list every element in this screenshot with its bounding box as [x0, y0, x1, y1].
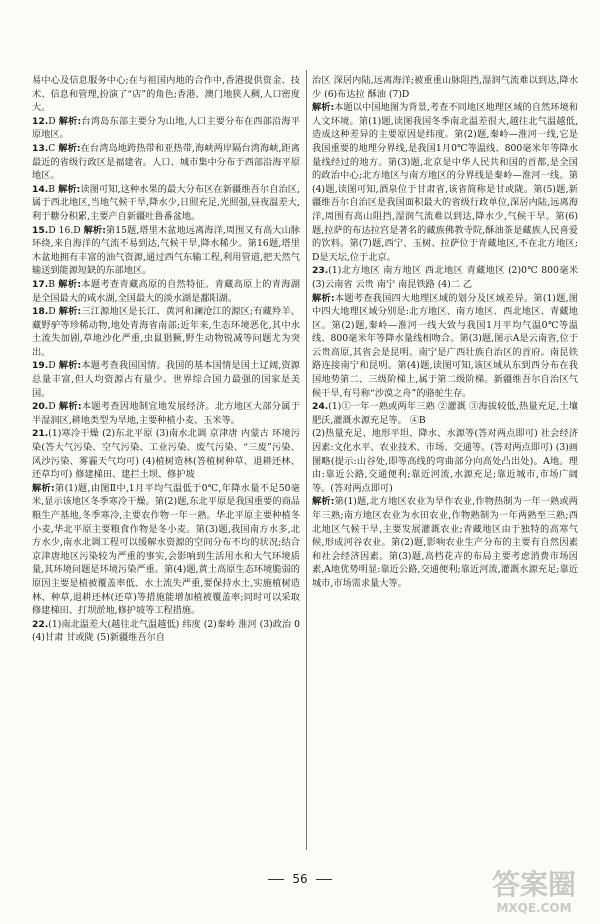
question-number: 18. [32, 306, 49, 318]
answer-text: 治区 深居内陆,远离海洋;被重重山脉阻挡,湿润气流难以到达,降水少 (6)布达拉 酥油 (7)D [312, 75, 578, 100]
answer-block [32, 359, 300, 400]
answer-block [32, 400, 300, 427]
watermark-logo [478, 858, 590, 918]
answer-block [312, 292, 578, 401]
answer-block [32, 142, 300, 183]
answer-text: 解析:第(1)题,北方地区农业为旱作农业,作物热制为一年一熟或两年三熟;南方地区农业为水田农业,作物熟制为一年两熟至三熟;西北地区气候干旱,主要发展灌溉农业;青藏地区由于独特的高寒气候,形成河谷农业。第(2)题,影响农业生产分布的主要有自然因素和社会经济因素。第(3)题,高档花卉的布局主要考虑消费市场因素,A地优势明显:靠近公路,交通便利;靠近河流,灌溉水源充足;靠近城市,市场需求量大等。 [312, 496, 578, 589]
page-number-dash-right [316, 879, 332, 880]
question-number: 24. [312, 401, 329, 413]
answer-block [32, 183, 300, 224]
question-number: 15. [32, 224, 49, 236]
watermark-main-text: 答案圈 [491, 868, 577, 901]
answer-text: D 解析:本题考查因地制宜地发展经济。北方地区大部分属于半湿润区,耕地类型为旱地,主要种植小麦、玉米等。 [32, 401, 300, 426]
answer-block [312, 264, 578, 291]
right-column [312, 74, 578, 591]
answer-block [312, 495, 578, 590]
answer-text: D 解析:三江源地区是长江、黄河和澜沧江的源区;有藏羚羊、藏野驴等珍稀动物,地处青海省南部;近年来,生态环境恶化,其中水土流失加剧,草地沙化严重,虫鼠猖獗,野生动物锐减等问题尤为突出。 [32, 306, 300, 358]
answer-text: 易中心及信息服务中心;在与祖国内地的合作中,香港提供资金、技术、信息和管理,扮演了“店”的角色;香港、澳门地狭人稠,人口密度大。 [32, 75, 300, 114]
answer-text: (1)寒冷干燥 (2)东北平原 (3)南水北调 京津唐 内蒙古 环境污染(答大气污染、空气污染、工业污染、废气污染、“三废”污染、风沙污染、雾霾天气均可) (4)植树造林(答植树种草、退耕还林、还草均可) 修建梯田、建拦土坝、修护坡 [32, 428, 300, 481]
answer-text: (1)①一年一熟或两年三熟 ②灌溉 ③海拔较低,热量充足,土壤肥沃,灌溉水源充足等。 ④B [312, 401, 578, 426]
answer-block [32, 305, 300, 359]
answer-text: 解析:本题以中国地图为背景,考查不同地区地理区域的自然环境和人文环境。第(1)题,读图我国冬季南北温差很大,越往北气温越低,造成这种差异的主要原因是纬度。第(2)题,秦岭—淮河一线,它是我国重要的地理分界线,是我国1月0℃等温线、800毫米年等降水量线经过的地方。第(3)题,北京是中华人民共和国的首都,是全国的政治中心;北方地区与南方地区的分界线是秦岭—淮河一线。第(4)题,读图可知,酒泉位于甘肃省,该省简称是甘或陇。第(5)题,新疆维吾尔自治区是我国面积最大的省级行政单位,深居内陆,远离海洋,周围有高山阻挡,湿润气流难以到达,降水少,气候干旱。第(6)题,拉萨的布达拉宫是著名的藏族佛教寺院,酥油茶是藏族人民喜爱的饮料。第(7)题,西宁、玉树、拉萨位于青藏地区,不在北方地区;D是天坛,位于北京。 [312, 102, 578, 263]
answer-block [312, 400, 578, 427]
left-column [32, 74, 300, 645]
answer-block [32, 74, 300, 115]
column-divider [306, 70, 307, 850]
answer-text: (2)热量充足、地形平坦、降水、水源等(答对两点即可) 社会经济因素:文化水平、农业技术、市场、交通等。(答对两点即可) (3)画图略(提示:山谷处,即等高线的弯曲部分向高处凸出处)。A地。理由:靠近公路,交通便利;靠近河流,水源充足;靠近城市,市场广阔等。(答对两点即可) [312, 428, 578, 494]
answer-block [32, 224, 300, 278]
answer-text: C 解析:在台湾岛地跨热带和亚热带,海峡两岸隔台湾海峡,距离最近的省级行政区是福建省。人口、城市集中分布于西部沿海平原地区。 [32, 142, 300, 182]
watermark-sub-text: MXQE.COM [496, 901, 572, 915]
answer-block [32, 115, 300, 142]
question-number: 13. [32, 142, 49, 154]
answer-block [312, 427, 578, 495]
question-number: 21. [32, 428, 49, 440]
answer-text: (1)北方地区 南方地区 西北地区 青藏地区 (2)0℃ 800毫米 (3)云南省 云贵 南宁 南昆铁路 (4)二 乙 [312, 265, 578, 290]
answer-block [32, 427, 300, 481]
answer-text: B 解析:读图可知,这种水果的最大分布区在新疆维吾尔自治区,属于西北地区,当地气候干旱,降水少,日照充足,光照强,昼夜温差大,利于糖分积累,主要产自新疆吐鲁番盆地。 [32, 183, 300, 222]
answer-text: (1)南北温差大(越往北气温越低) 纬度 (2)秦岭 淮河 (3)政治 0 (4)甘肃 甘或陇 (5)新疆维吾尔自 [32, 618, 300, 644]
answer-text: 解析:第(1)题,由图Ⅱ中,1月平均气温低于0℃,年降水量不足50毫米,显示该地区冬季寒冷干燥。第(2)题,东北平原是我国重要的商品粮生产基地,冬季寒冷,主要农作物一年一熟。华北平原主要种植冬小麦,华北平原主要粮食作物是冬小麦。第(3)题,我国南方水多,北方水少,南水北调工程可以缓解水资源的空间分布不均的状况;结合京津唐地区污染较为严重的事实,会影响到生活用水和大气环境质量,其环境问题是环境污染严重。第(4)题,黄土高原生态环境脆弱的原因主要是植被覆盖率低、水土流失严重,要保持水土,实施植树造林、种草,退耕还林(还草)等措施能增加植被覆盖率;同时可以采取修建梯田、打坝淤地,修护坡等工程措施。 [32, 482, 300, 617]
answer-text: D 解析:本题考查我国国情。我国的基本国情是国土辽阔,资源总量丰富,但人均资源占有量少。世界综合国力最强的国家是美国。 [32, 360, 300, 399]
answer-text: 解析:本题考查我国四大地理区域的划分及区域差异。第(1)题,图中四大地理区域分别是:北方地区、南方地区、西北地区、青藏地区。第(2)题,秦岭—淮河一线大致与我国1月平均气温0℃等温线、800毫米年等降水量线相吻合。第(3)题,图示A是云南省,位于云贵高原,其省会是昆明。南宁是广西壮族自治区的首府。南昆铁路连接南宁和昆明。第(4)题,读图可知,该区域从东到西分布在我国地势第二、三级阶梯上,属于第二级阶梯。新疆维吾尔自治区气候干旱,有号称“沙漠之舟”的骆驼生存。 [312, 292, 578, 399]
question-number: 19. [32, 360, 49, 372]
answer-block [32, 618, 300, 645]
question-number: 20. [32, 401, 49, 413]
answer-text: D 16.D 解析:第15题,塔里木盆地远离海洋,周围又有高大山脉环绕,来自海洋的气流不易到达,气候干旱,降水稀少。第16题,塔里木盆地拥有丰富的油气资源,通过西气东输工程,利用管道,把天然气输送到能源短缺的东部地区。 [32, 224, 300, 277]
answer-text: D 解析:台湾岛东部主要分为山地,人口主要分布在西部沿海平原地区。 [32, 115, 300, 141]
answer-text: B 解析:本题考查青藏高原的自然特征。青藏高原上的青海湖是全国最大的咸水湖,全国最大的淡水湖是鄱阳湖。 [32, 278, 300, 304]
question-number: 12. [32, 115, 49, 127]
page-number: 56 [292, 872, 308, 886]
answer-block [32, 482, 300, 618]
question-number: 22. [32, 618, 49, 630]
page-number-dash-left [268, 879, 284, 880]
question-number: 14. [32, 183, 49, 195]
answer-block [312, 74, 578, 101]
question-number: 17. [32, 278, 49, 290]
question-number: 23. [312, 265, 329, 277]
answer-block [32, 278, 300, 305]
answer-block [312, 101, 578, 264]
